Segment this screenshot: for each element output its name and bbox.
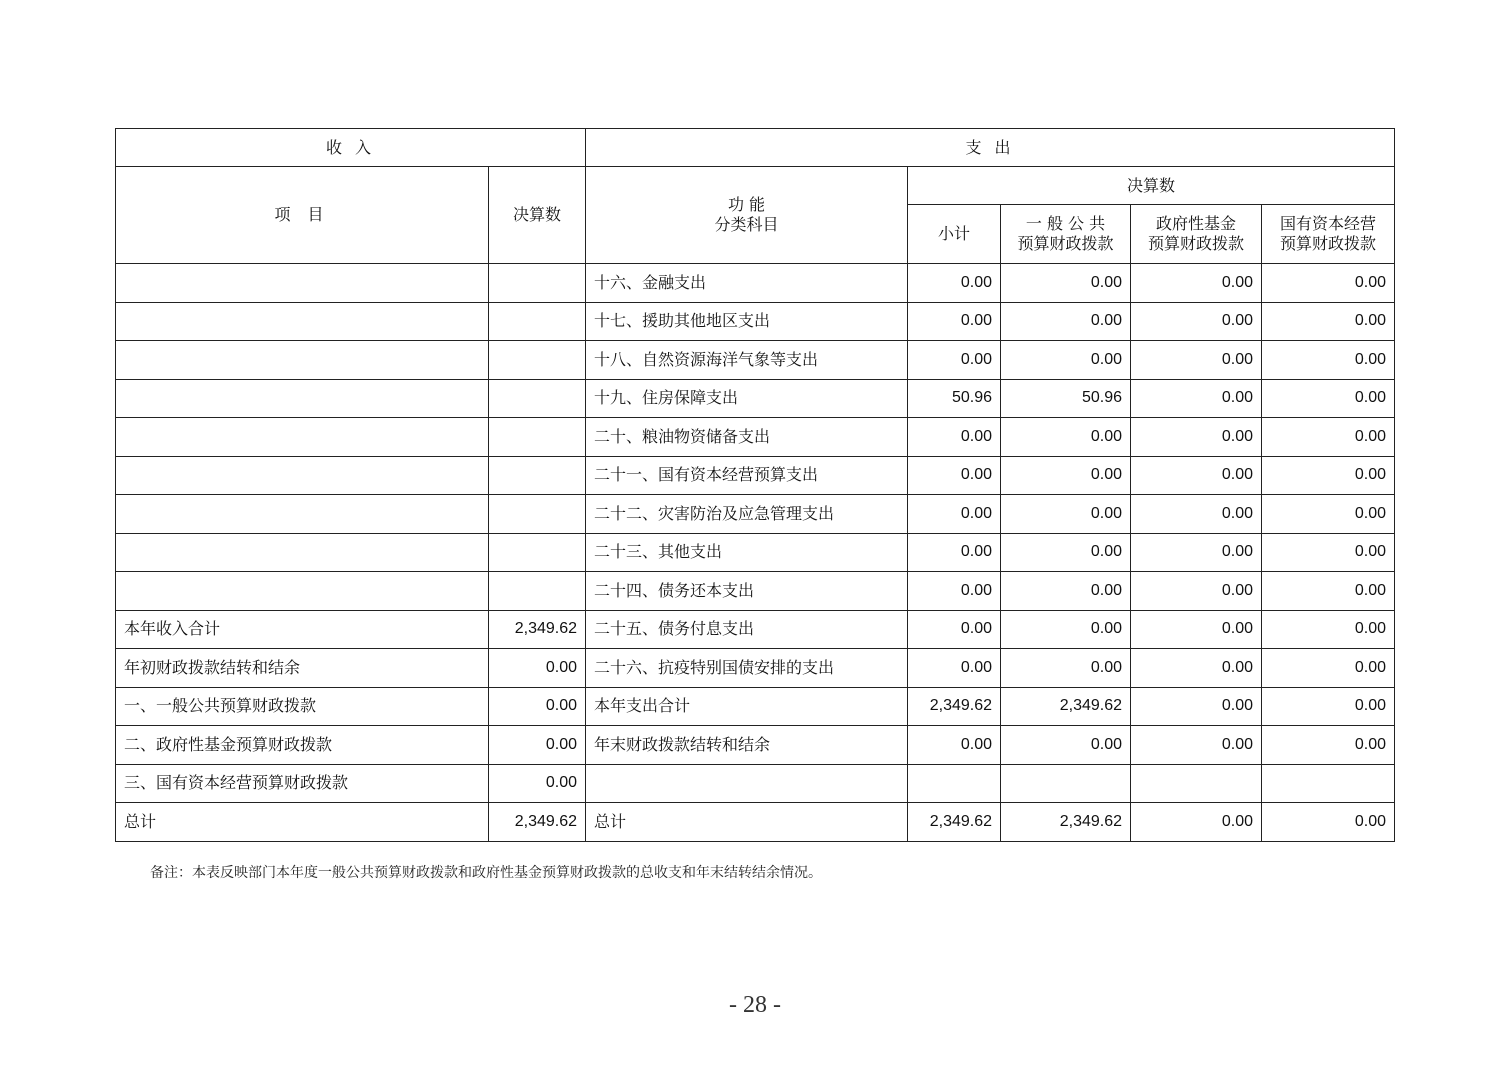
header-row-top	[116, 129, 1395, 167]
function-class-line1: 功 能	[727, 195, 766, 214]
income-amount-cell	[489, 379, 586, 418]
item-header	[116, 167, 489, 264]
income-item-cell	[116, 456, 489, 495]
state-capital-cell: 0.00	[1262, 533, 1395, 572]
general-budget-cell: 0.00	[1001, 533, 1131, 572]
general-budget-cell: 2,349.62	[1001, 687, 1131, 726]
table-row	[116, 764, 1395, 803]
gov-fund-header	[1131, 205, 1262, 264]
table-row	[116, 341, 1395, 380]
income-item-cell	[116, 379, 489, 418]
expense-item-cell: 二十、粮油物资储备支出	[586, 418, 908, 457]
table-row	[116, 649, 1395, 688]
subtotal-cell: 0.00	[908, 302, 1001, 341]
state-capital-cell: 0.00	[1262, 803, 1395, 842]
general-budget-cell: 0.00	[1001, 726, 1131, 765]
gov-fund-line1: 政府性基金	[1155, 214, 1236, 233]
income-amount-header: 决算数	[489, 167, 586, 264]
gov-fund-cell: 0.00	[1131, 495, 1262, 534]
income-amount-cell: 0.00	[489, 687, 586, 726]
gov-fund-cell: 0.00	[1131, 610, 1262, 649]
state-capital-cell: 0.00	[1262, 379, 1395, 418]
income-amount-cell	[489, 264, 586, 303]
state-capital-cell: 0.00	[1262, 495, 1395, 534]
income-item-cell	[116, 533, 489, 572]
income-amount-cell: 2,349.62	[489, 610, 586, 649]
income-amount-cell: 0.00	[489, 764, 586, 803]
subtotal-header: 小计	[908, 205, 1001, 264]
income-item-cell	[116, 341, 489, 380]
income-amount-cell	[489, 341, 586, 380]
state-capital-line1: 国有资本经营	[1279, 214, 1376, 233]
subtotal-cell: 0.00	[908, 341, 1001, 380]
general-budget-cell: 0.00	[1001, 572, 1131, 611]
general-budget-cell: 0.00	[1001, 610, 1131, 649]
income-item-cell: 年初财政拨款结转和结余	[116, 649, 489, 688]
income-item-cell: 一、一般公共预算财政拨款	[116, 687, 489, 726]
gov-fund-cell: 0.00	[1131, 803, 1262, 842]
page-number: - 28 -	[729, 992, 781, 1018]
gov-fund-cell: 0.00	[1131, 649, 1262, 688]
income-amount-cell: 0.00	[489, 649, 586, 688]
gov-fund-cell: 0.00	[1131, 456, 1262, 495]
subtotal-cell: 0.00	[908, 495, 1001, 534]
state-capital-header	[1262, 205, 1395, 264]
footnote: 备注：本表反映部门本年度一般公共预算财政拨款和政府性基金预算财政拨款的总收支和年末结转结余情况。	[150, 865, 822, 881]
expense-item-cell: 二十一、国有资本经营预算支出	[586, 456, 908, 495]
subtotal-cell: 2,349.62	[908, 687, 1001, 726]
general-budget-cell: 0.00	[1001, 264, 1131, 303]
income-amount-cell	[489, 302, 586, 341]
gov-fund-cell: 0.00	[1131, 302, 1262, 341]
table-row	[116, 302, 1395, 341]
gov-fund-line2: 预算财政拨款	[1147, 234, 1244, 253]
item-header-label: 项 目	[274, 205, 330, 224]
income-item-cell	[116, 572, 489, 611]
income-amount-cell: 2,349.62	[489, 803, 586, 842]
expense-item-cell: 十六、金融支出	[586, 264, 908, 303]
table-row	[116, 610, 1395, 649]
income-header: 收 入	[116, 129, 586, 167]
expense-item-cell: 二十五、债务付息支出	[586, 610, 908, 649]
expense-amount-header: 决算数	[908, 167, 1395, 205]
subtotal-cell: 0.00	[908, 726, 1001, 765]
state-capital-cell: 0.00	[1262, 572, 1395, 611]
table-row	[116, 264, 1395, 303]
expense-item-cell: 十九、住房保障支出	[586, 379, 908, 418]
table-row	[116, 456, 1395, 495]
gov-fund-cell: 0.00	[1131, 264, 1262, 303]
subtotal-cell: 2,349.62	[908, 803, 1001, 842]
general-budget-cell: 2,349.62	[1001, 803, 1131, 842]
expense-header: 支 出	[586, 129, 1395, 167]
income-item-cell: 总计	[116, 803, 489, 842]
function-class-line2: 分类科目	[714, 215, 779, 234]
general-budget-line1: 一 般 公 共	[1025, 214, 1106, 233]
state-capital-cell: 0.00	[1262, 726, 1395, 765]
gov-fund-cell: 0.00	[1131, 341, 1262, 380]
income-item-cell	[116, 418, 489, 457]
expense-item-cell: 年末财政拨款结转和结余	[586, 726, 908, 765]
state-capital-cell: 0.00	[1262, 302, 1395, 341]
table-row	[116, 803, 1395, 842]
subtotal-cell: 0.00	[908, 572, 1001, 611]
table-row	[116, 687, 1395, 726]
general-budget-cell: 0.00	[1001, 341, 1131, 380]
state-capital-cell: 0.00	[1262, 264, 1395, 303]
table-row	[116, 572, 1395, 611]
income-amount-cell	[489, 572, 586, 611]
state-capital-line2: 预算财政拨款	[1279, 234, 1376, 253]
expense-item-cell: 二十二、灾害防治及应急管理支出	[586, 495, 908, 534]
general-budget-cell	[1001, 764, 1131, 803]
state-capital-cell: 0.00	[1262, 456, 1395, 495]
income-amount-cell	[489, 533, 586, 572]
table-body	[116, 264, 1395, 842]
income-item-cell	[116, 495, 489, 534]
subtotal-cell: 0.00	[908, 649, 1001, 688]
general-budget-cell: 0.00	[1001, 495, 1131, 534]
income-item-cell: 本年收入合计	[116, 610, 489, 649]
table-row	[116, 726, 1395, 765]
income-item-cell: 三、国有资本经营预算财政拨款	[116, 764, 489, 803]
gov-fund-cell: 0.00	[1131, 687, 1262, 726]
budget-table-container	[115, 128, 1394, 842]
state-capital-cell: 0.00	[1262, 418, 1395, 457]
gov-fund-cell: 0.00	[1131, 572, 1262, 611]
table-row	[116, 379, 1395, 418]
state-capital-cell: 0.00	[1262, 341, 1395, 380]
expense-item-cell: 十八、自然资源海洋气象等支出	[586, 341, 908, 380]
general-budget-cell: 50.96	[1001, 379, 1131, 418]
expense-item-cell: 本年支出合计	[586, 687, 908, 726]
general-budget-line2: 预算财政拨款	[1017, 234, 1114, 253]
income-item-cell	[116, 302, 489, 341]
income-item-cell	[116, 264, 489, 303]
table-row	[116, 418, 1395, 457]
subtotal-cell: 0.00	[908, 264, 1001, 303]
gov-fund-cell: 0.00	[1131, 726, 1262, 765]
general-budget-header	[1001, 205, 1131, 264]
income-item-cell: 二、政府性基金预算财政拨款	[116, 726, 489, 765]
income-amount-cell: 0.00	[489, 726, 586, 765]
general-budget-cell: 0.00	[1001, 456, 1131, 495]
table-row	[116, 533, 1395, 572]
general-budget-cell: 0.00	[1001, 649, 1131, 688]
expense-item-cell: 十七、援助其他地区支出	[586, 302, 908, 341]
gov-fund-cell: 0.00	[1131, 379, 1262, 418]
function-class-header	[586, 167, 908, 264]
expense-item-cell: 二十四、债务还本支出	[586, 572, 908, 611]
state-capital-cell: 0.00	[1262, 687, 1395, 726]
gov-fund-cell: 0.00	[1131, 418, 1262, 457]
general-budget-cell: 0.00	[1001, 418, 1131, 457]
subtotal-cell	[908, 764, 1001, 803]
subtotal-cell: 0.00	[908, 456, 1001, 495]
expense-item-cell: 二十三、其他支出	[586, 533, 908, 572]
gov-fund-cell	[1131, 764, 1262, 803]
income-amount-cell	[489, 495, 586, 534]
income-amount-cell	[489, 456, 586, 495]
table-row	[116, 495, 1395, 534]
header-row-middle	[116, 167, 1395, 205]
income-amount-cell	[489, 418, 586, 457]
state-capital-cell	[1262, 764, 1395, 803]
state-capital-cell: 0.00	[1262, 649, 1395, 688]
subtotal-cell: 50.96	[908, 379, 1001, 418]
expense-item-cell: 二十六、抗疫特别国债安排的支出	[586, 649, 908, 688]
subtotal-cell: 0.00	[908, 610, 1001, 649]
income-expense-table	[115, 128, 1395, 842]
subtotal-cell: 0.00	[908, 418, 1001, 457]
state-capital-cell: 0.00	[1262, 610, 1395, 649]
expense-item-cell: 总计	[586, 803, 908, 842]
gov-fund-cell: 0.00	[1131, 533, 1262, 572]
general-budget-cell: 0.00	[1001, 302, 1131, 341]
subtotal-cell: 0.00	[908, 533, 1001, 572]
expense-item-cell	[586, 764, 908, 803]
